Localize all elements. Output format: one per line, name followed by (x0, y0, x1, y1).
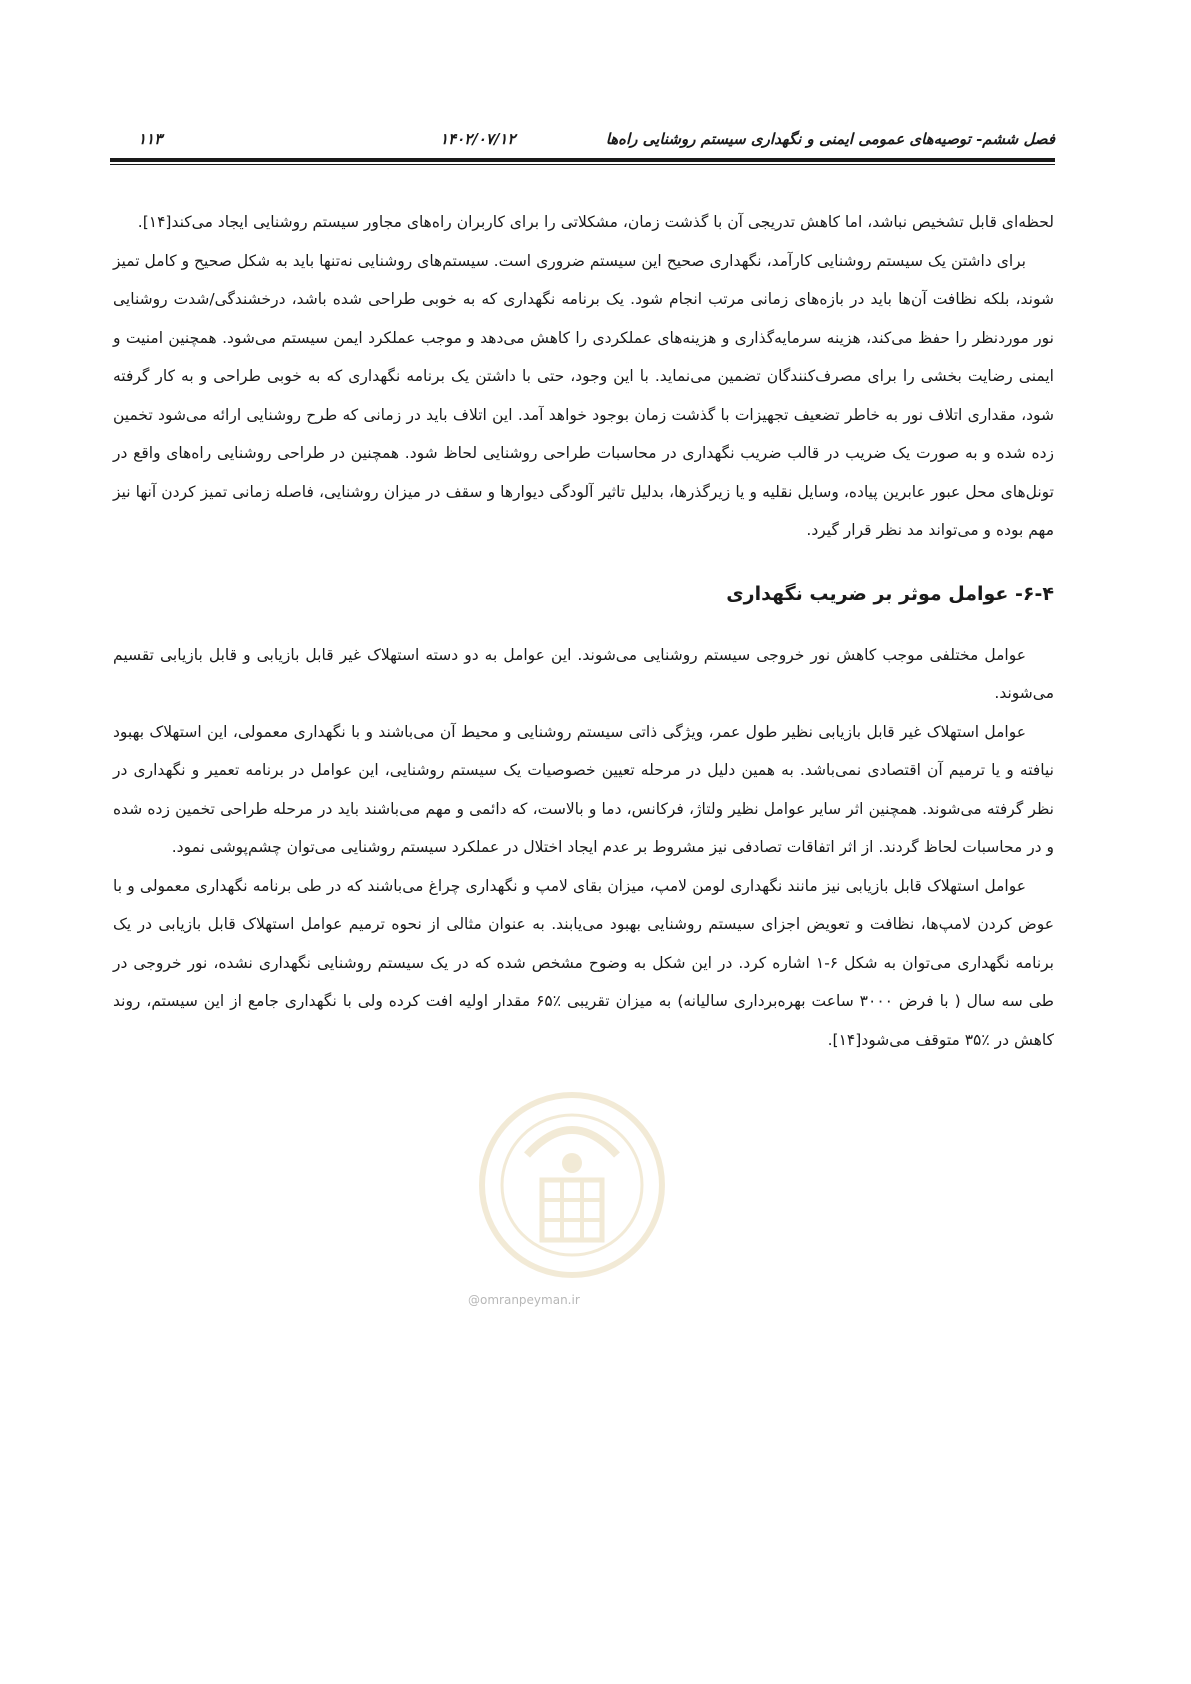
watermark-url: @omranpeyman.ir (468, 1293, 580, 1307)
page-header (110, 128, 1055, 156)
watermark-logo-icon (472, 1085, 672, 1305)
paragraph-factors-intro: عوامل مختلفی موجب کاهش نور خروجی سیستم روشنایی می‌شوند. این عوامل به دو دسته استهلاک غیر قابل بازیابی و قابل بازیابی تقسیم می‌شوند. (113, 645, 1054, 702)
header-date: ۱۴۰۲/۰۷/۱۲ (440, 130, 516, 148)
header-rule-thin (110, 164, 1055, 165)
paragraph-nonrecoverable: عوامل استهلاک غیر قابل بازیابی نظیر طول عمر، ویژگی ذاتی سیستم روشنایی و محیط آن می‌باشند و با نگهداری معمولی، این استهلاک بهبود نیافته و یا ترمیم آن اقتصادی نمی‌باشد. به همین دلیل در مرحله تعیین خصوصیات یک سیستم روشنایی، این عوامل در برنامه تعمیر و نگهداری در نظر گرفته می‌شوند. همچنین اثر سایر عوامل نظیر ولتاژ، فرکانس، دما و بالاست، که دائمی و مهم می‌باشند باید در مرحله طراحی تخمین زده شده و در محاسبات لحاظ گردند. از اثر اتفاقات تصادفی نیز مشروط بر عدم ایجاد اختلال در عملکرد سیستم روشنایی می‌توان چشم‌پوشی نمود. (113, 722, 1054, 856)
section-heading: ۶-۴- عوامل موثر بر ضریب نگهداری (726, 582, 1054, 605)
page-body (113, 203, 1054, 1059)
paragraph-maintenance: برای داشتن یک سیستم روشنایی کارآمد، نگهداری صحیح این سیستم ضروری است. سیستم‌های روشنایی نه‌تنها باید به شکل صحیح و کامل تمیز شوند، بلکه نظافت آن‌ها باید در بازه‌های زمانی مرتب انجام شود. یک برنامه نگهداری که به خوبی طراحی شده باشد، درخشندگی/شدت روشنایی نور موردنظر را حفظ می‌کند، هزینه سرمایه‌گذاری و هزینه‌های عملکردی را کاهش می‌دهد و موجب عملکرد ایمن سیستم می‌شود. همچنین امنیت و ایمنی رضایت بخشی را برای مصرف‌کنندگان تضمین می‌نماید. با این وجود، حتی با داشتن یک برنامه نگهداری که به خوبی طراحی و به کار گرفته شود، مقداری اتلاف نور به خاطر تضعیف تجهیزات با گذشت زمان بوجود خواهد آمد. این اتلاف باید در زمانی که طرح روشنایی ارائه می‌شود تخمین زده شده و به صورت یک ضریب در قالب ضریب نگهداری در محاسبات طراحی روشنایی لحاظ شود. همچنین در طراحی روشنایی راه‌های واقع در تونل‌های محل عبور عابرین پیاده، وسایل نقلیه و یا زیرگذرها، بدلیل تاثیر آلودگی دیوارها و سقف در میزان روشنایی، فاصله زمانی تمیز کردن آنها نیز مهم بوده و می‌تواند مد نظر قرار گیرد. (113, 251, 1054, 539)
paragraph-recoverable: عوامل استهلاک قابل بازیابی نیز مانند نگهداری لومن لامپ، میزان بقای لامپ و نگهداری چراغ می‌باشند که در طی برنامه نگهداری معمولی و با عوض کردن لامپ‌ها، نظافت و تعویض اجزای سیستم روشنایی بهبود می‌یابند. به عنوان مثالی از نحوه ترمیم عوامل استهلاک قابل بازیابی در یک برنامه نگهداری می‌توان به شکل ۶-۱ اشاره کرد. در این شکل به وضوح مشخص شده که در یک سیستم روشنایی نگهداری نشده، نور خروجی در طی سه سال ( با فرض ۳۰۰۰ ساعت بهره‌برداری سالیانه) به میزان تقریبی ٪۶۵ مقدار اولیه افت کرده ولی با نگهداری جامع از این سیستم، روند کاهش در ٪۳۵ متوقف می‌شود[۱۴]. (113, 876, 1055, 1049)
page-number: ۱۱۳ (138, 130, 163, 148)
chapter-title: فصل ششم- توصیه‌های عمومی ایمنی و نگهداری سیستم روشنایی راه‌ها (605, 130, 1055, 148)
paragraph-continuation: لحظه‌ای قابل تشخیص نباشد، اما کاهش تدریجی آن با گذشت زمان، مشکلاتی را برای کاربران راه‌های مجاور سیستم روشنایی ایجاد می‌کند[۱۴]. (137, 213, 1054, 231)
header-rule-thick (110, 158, 1055, 162)
